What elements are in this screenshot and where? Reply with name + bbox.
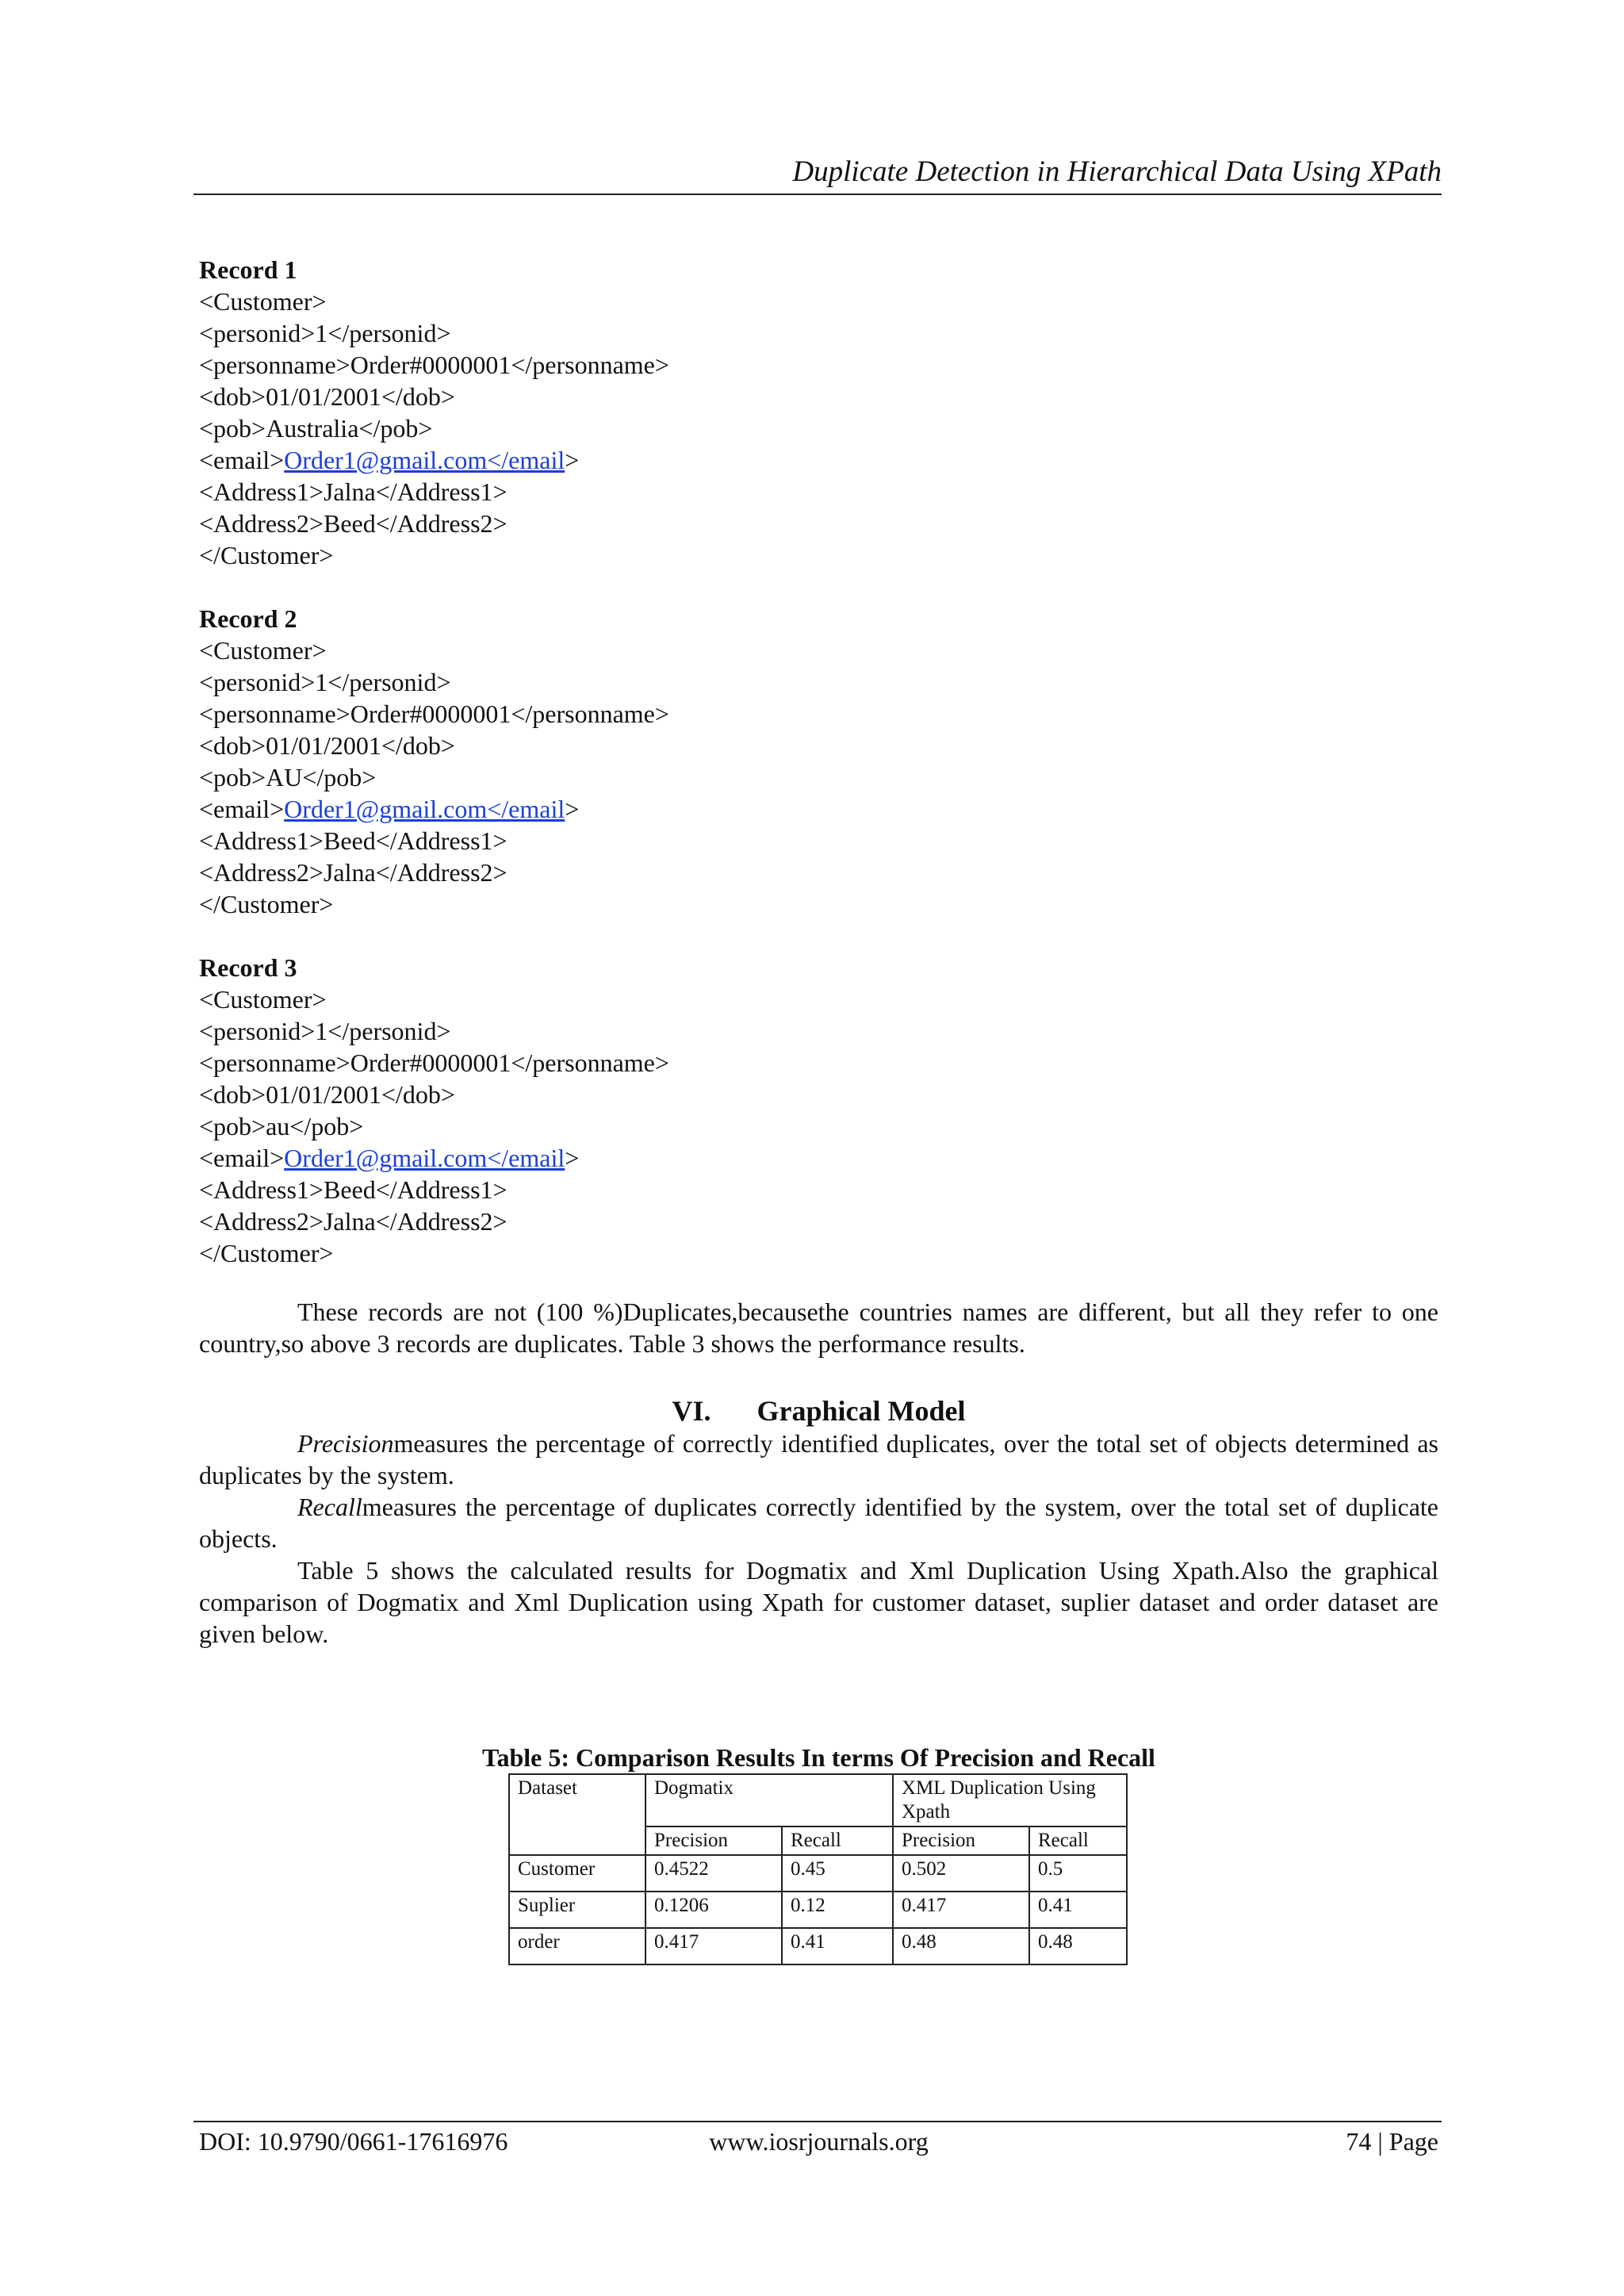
cell-dataset: Customer	[509, 1855, 645, 1892]
email-link[interactable]: Order1@gmail.com</email	[284, 795, 565, 823]
email-close: >	[565, 1144, 580, 1172]
email-link[interactable]: Order1@gmail.com</email	[284, 446, 565, 474]
page-number: 74 | Page	[1346, 2127, 1438, 2156]
footer-doi: DOI: 10.9790/0661-17616976	[199, 2127, 508, 2156]
recall-paragraph	[199, 1491, 1438, 1554]
table-row	[509, 1928, 1127, 1964]
running-title: Duplicate Detection in Hierarchical Data Using XPath	[792, 155, 1442, 188]
term-precision: Precision	[297, 1429, 394, 1458]
code-line: </Customer>	[199, 1239, 334, 1267]
cell-dataset: Suplier	[509, 1892, 645, 1928]
code-line: <pob>AU</pob>	[199, 763, 377, 792]
record-title: Record 1	[199, 255, 297, 284]
precision-paragraph	[199, 1428, 1438, 1491]
code-line: <Customer>	[199, 636, 327, 665]
code-line: <Customer>	[199, 287, 327, 316]
email-open-tag: <email>	[199, 1144, 285, 1172]
section-number: VI.	[672, 1395, 711, 1427]
header-dataset: Dataset	[509, 1774, 645, 1855]
code-line: <personid>1</personid>	[199, 319, 451, 347]
email-line	[199, 793, 1151, 825]
code-line: <personname>Order#0000001</personname>	[199, 351, 669, 379]
record-block	[199, 603, 1151, 920]
cell-value: 0.48	[893, 1928, 1029, 1964]
cell-value: 0.12	[782, 1892, 893, 1928]
code-line: <Address1>Jalna</Address1>	[199, 477, 508, 506]
email-open-tag: <email>	[199, 446, 285, 474]
footer-rule	[193, 2121, 1442, 2122]
code-line: <Address1>Beed</Address1>	[199, 826, 508, 855]
email-line	[199, 1142, 1151, 1174]
cell-value: 0.1206	[645, 1892, 782, 1928]
precision-definition: measures the percentage of correctly identified duplicates, over the total set of objects determined as duplicates by the system.	[199, 1429, 1438, 1489]
header-precision: Precision	[893, 1826, 1029, 1855]
header-dogmatix: Dogmatix	[645, 1774, 893, 1826]
table-caption: Table 5: Comparison Results In terms Of Precision and Recall	[482, 1743, 1155, 1772]
cell-value: 0.4522	[645, 1855, 782, 1892]
code-line: <personid>1</personid>	[199, 668, 451, 696]
code-line: <personname>Order#0000001</personname>	[199, 1048, 669, 1077]
results-table	[508, 1773, 1128, 1965]
header-recall: Recall	[782, 1826, 893, 1855]
email-link[interactable]: Order1@gmail.com</email	[284, 1144, 565, 1172]
cell-value: 0.48	[1029, 1928, 1127, 1964]
code-line: <dob>01/01/2001</dob>	[199, 731, 455, 760]
code-line: <Address2>Jalna</Address2>	[199, 1207, 508, 1236]
email-close: >	[565, 795, 580, 823]
records-listing	[199, 254, 1151, 1301]
term-recall: Recall	[297, 1493, 362, 1521]
record-title: Record 3	[199, 953, 297, 982]
body-paragraph: Table 5 shows the calculated results for Dogmatix and Xml Duplication Using Xpath.Also the graphical comparison of Dogmatix and Xml Duplication using Xpath for customer dataset, suplier dataset and order dataset are given below.	[199, 1556, 1438, 1648]
record-title: Record 2	[199, 604, 297, 633]
body-paragraph: These records are not (100 %)Duplicates,becausethe countries names are different, but all they refer to one country,so above 3 records are duplicates. Table 3 shows the performance results.	[199, 1297, 1438, 1358]
code-line: <pob>au</pob>	[199, 1112, 364, 1140]
record-block	[199, 254, 1151, 571]
cell-value: 0.41	[1029, 1892, 1127, 1928]
record-block	[199, 952, 1151, 1269]
code-line: <Address2>Beed</Address2>	[199, 509, 508, 538]
email-close: >	[565, 446, 580, 474]
header-precision: Precision	[645, 1826, 782, 1855]
code-line: <Customer>	[199, 985, 327, 1014]
cell-value: 0.417	[893, 1892, 1029, 1928]
footer-website: www.iosrjournals.org	[709, 2127, 929, 2156]
cell-value: 0.502	[893, 1855, 1029, 1892]
email-line	[199, 444, 1151, 476]
table-header-row	[509, 1774, 1127, 1826]
code-line: <pob>Australia</pob>	[199, 414, 433, 443]
section-title: Graphical Model	[756, 1395, 966, 1427]
code-line: <Address1>Beed</Address1>	[199, 1175, 508, 1204]
header-rule	[193, 194, 1442, 195]
header-recall: Recall	[1029, 1826, 1127, 1855]
header-xml-duplication: XML Duplication Using Xpath	[893, 1774, 1127, 1826]
code-line: <personname>Order#0000001</personname>	[199, 700, 669, 728]
cell-value: 0.417	[645, 1928, 782, 1964]
section-heading	[199, 1393, 1438, 1429]
code-line: <personid>1</personid>	[199, 1017, 451, 1045]
recall-definition: measures the percentage of duplicates correctly identified by the system, over the total set of duplicate objects.	[199, 1493, 1438, 1553]
cell-dataset: order	[509, 1928, 645, 1964]
cell-value: 0.41	[782, 1928, 893, 1964]
code-line: <Address2>Jalna</Address2>	[199, 858, 508, 887]
code-line: </Customer>	[199, 890, 334, 918]
code-line: <dob>01/01/2001</dob>	[199, 382, 455, 411]
table-row	[509, 1892, 1127, 1928]
code-line: <dob>01/01/2001</dob>	[199, 1080, 455, 1109]
email-open-tag: <email>	[199, 795, 285, 823]
code-line: </Customer>	[199, 541, 334, 569]
cell-value: 0.45	[782, 1855, 893, 1892]
table-row	[509, 1855, 1127, 1892]
cell-value: 0.5	[1029, 1855, 1127, 1892]
